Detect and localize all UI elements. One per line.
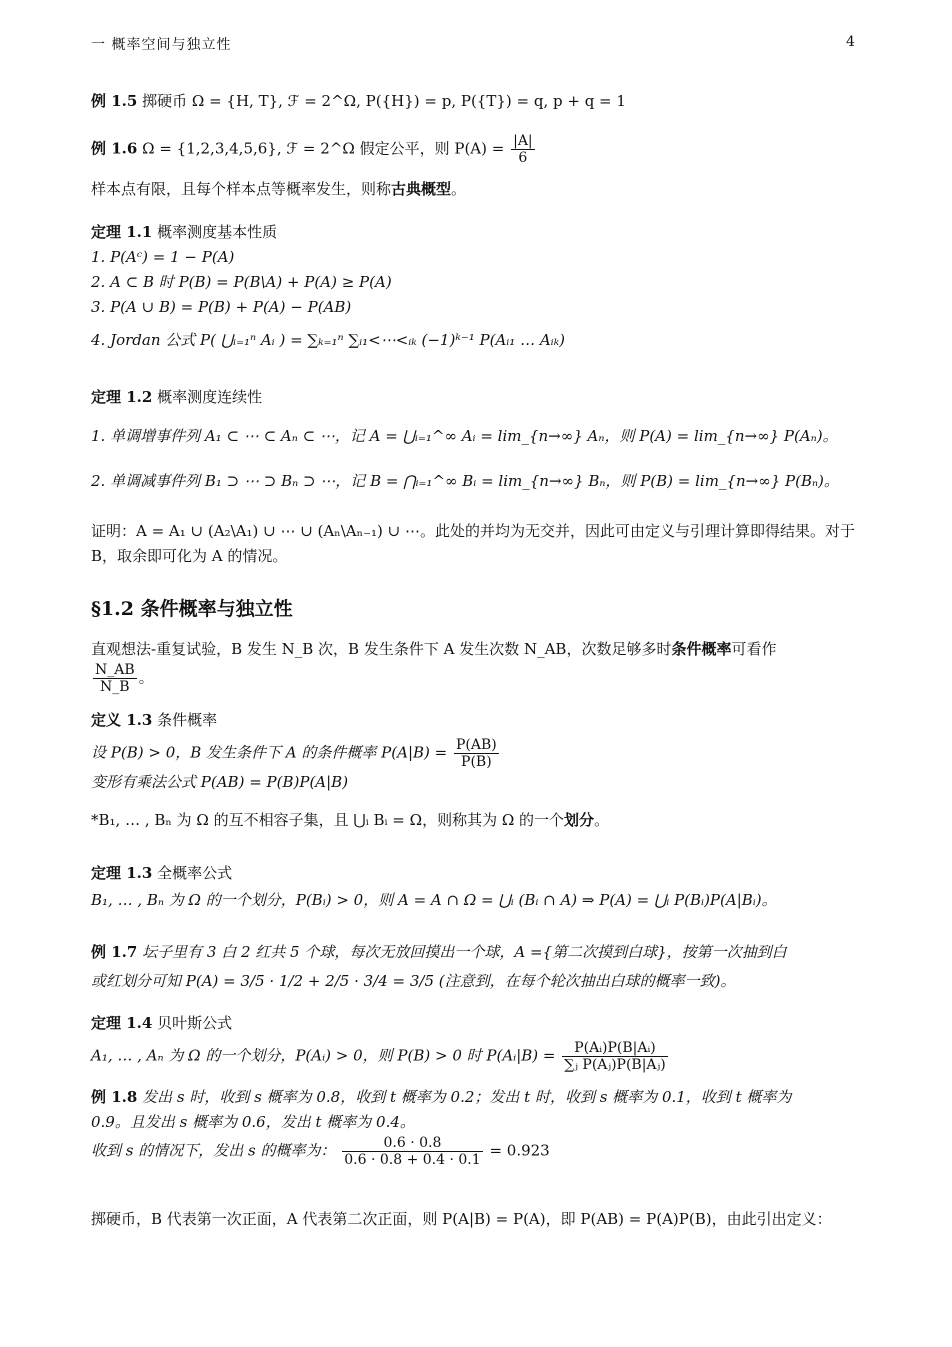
text: 。 bbox=[451, 180, 467, 198]
example-1-7 bbox=[91, 940, 863, 994]
fraction bbox=[342, 1135, 482, 1168]
fraction-denominator: P(B) bbox=[461, 754, 492, 770]
proof-paragraph: 证明：A = A₁ ∪ (A₂\A₁) ∪ ⋯ ∪ (Aₙ\Aₙ₋₁) ∪ ⋯。此处的并均为无交并，因此可由定义与引理计算即得结果。对于 B，取余即可化为 A 的情况。 bbox=[91, 522, 855, 565]
example-text: 或红划分可知 P(A) = 3/5 · 1/2 + 2/5 · 3/4 = 3/5 (注意到，在每个轮次抽出白球的概率一致)。 bbox=[91, 972, 736, 990]
list-item: 2. 单调减事件列 B₁ ⊃ ⋯ ⊃ Bₙ ⊃ ⋯，记 B = ⋂ᵢ₌₁^∞ Bᵢ = lim_{n→∞} Bₙ，则 P(B) = lim_{n→∞} P(Bₙ)。 bbox=[91, 472, 839, 490]
definition-1-3 bbox=[91, 708, 863, 795]
fraction-denominator: 6 bbox=[518, 150, 528, 166]
example-label: 例 1.5 bbox=[91, 92, 138, 110]
example-text: 掷硬币 Ω = {H, T}, ℱ = 2^Ω, P({H}) = p, P({T}) = q, p + q = 1 bbox=[142, 92, 626, 110]
theorem-1-2 bbox=[91, 385, 863, 494]
text: 可看作 bbox=[731, 640, 777, 658]
fraction bbox=[511, 133, 535, 166]
example-1-6 bbox=[91, 133, 863, 166]
fraction-denominator: N_B bbox=[100, 679, 130, 695]
example-1-5 bbox=[91, 89, 863, 114]
bold-term: 划分 bbox=[564, 811, 595, 829]
theorem-1-1 bbox=[91, 220, 863, 353]
text: 。 bbox=[594, 811, 610, 829]
fraction-numerator: P(AB) bbox=[456, 737, 497, 753]
bold-term: 古典概型 bbox=[391, 180, 452, 198]
example-text: 0.9。且发出 s 概率为 0.6，发出 t 概率为 0.4。 bbox=[91, 1113, 415, 1131]
text: 样本点有限，且每个样本点等概率发生，则称 bbox=[91, 180, 392, 198]
fraction-numerator: P(Aᵢ)P(B|Aᵢ) bbox=[562, 1040, 667, 1057]
text: *B₁, … , Bₙ 为 Ω 的互不相容子集，且 ⋃ᵢ Bᵢ = Ω，则称其为 Ω 的一个 bbox=[91, 811, 565, 829]
definition-text: 变形有乘法公式 P(AB) = P(B)P(A|B) bbox=[91, 773, 349, 791]
example-1-8 bbox=[91, 1085, 863, 1168]
theorem-title: 贝叶斯公式 bbox=[157, 1014, 233, 1032]
example-text: Ω = {1,2,3,4,5,6}, ℱ = 2^Ω 假定公平，则 P(A) = bbox=[142, 139, 505, 158]
example-label: 例 1.8 bbox=[91, 1088, 138, 1106]
bold-term: 条件概率 bbox=[671, 640, 732, 658]
definition-text: 设 P(B) > 0，B 发生条件下 A 的条件概率 P(A|B) = bbox=[91, 743, 448, 762]
running-header-title: 一 概率空间与独立性 bbox=[91, 37, 232, 53]
closing-paragraph: 掷硬币，B 代表第一次正面，A 代表第二次正面，则 P(A|B) = P(A)，即 P(AB) = P(A)P(B)，由此引出定义： bbox=[91, 1210, 832, 1228]
page-number: 4 bbox=[846, 34, 855, 50]
list-item: 3. P(A ∪ B) = P(B) + P(A) − P(AB) bbox=[91, 298, 352, 316]
theorem-title: 概率测度基本性质 bbox=[157, 223, 278, 241]
example-label: 例 1.6 bbox=[91, 139, 138, 158]
example-text: 坛子里有 3 白 2 红共 5 个球，每次无放回摸出一个球，A ={第二次摸到白球}，按第一次抽到白 bbox=[142, 943, 787, 961]
list-item: 1. P(Aᶜ) = 1 − P(A) bbox=[91, 248, 235, 266]
definition-label: 定义 1.3 bbox=[91, 711, 153, 729]
fraction-denominator: 0.6 · 0.8 + 0.4 · 0.1 bbox=[344, 1152, 481, 1168]
text: 。 bbox=[138, 668, 154, 687]
theorem-title: 全概率公式 bbox=[157, 864, 233, 882]
theorem-1-3 bbox=[91, 861, 863, 913]
classic-model-paragraph bbox=[91, 177, 863, 202]
fraction-numerator: N_AB bbox=[95, 662, 135, 678]
text: 直观想法-重复试验，B 发生 N_B 次，B 发生条件下 A 发生次数 N_AB，次数足够多时 bbox=[91, 640, 672, 658]
theorem-label: 定理 1.1 bbox=[91, 223, 153, 241]
example-text: 发出 s 时，收到 s 概率为 0.8，收到 t 概率为 0.2；发出 t 时，收到 s 概率为 0.1，收到 t 概率为 bbox=[142, 1088, 792, 1106]
partition-paragraph bbox=[91, 808, 863, 833]
list-item: 2. A ⊂ B 时 P(B) = P(B\A) + P(A) ≥ P(A) bbox=[91, 273, 392, 291]
fraction bbox=[454, 737, 499, 770]
section-heading: §1.2 条件概率与独立性 bbox=[91, 598, 293, 620]
intuition-paragraph bbox=[91, 637, 863, 695]
fraction-numerator: 0.6 · 0.8 bbox=[342, 1135, 482, 1152]
example-label: 例 1.7 bbox=[91, 943, 138, 961]
theorem-text: A₁, … , Aₙ 为 Ω 的一个划分，P(Aᵢ) > 0，则 P(B) > 0 时 P(Aᵢ|B) = bbox=[91, 1046, 556, 1065]
definition-title: 条件概率 bbox=[157, 711, 218, 729]
theorem-label: 定理 1.2 bbox=[91, 388, 153, 406]
theorem-title: 概率测度连续性 bbox=[157, 388, 263, 406]
theorem-text: B₁, … , Bₙ 为 Ω 的一个划分，P(Bᵢ) > 0，则 A = A ∩ Ω = ⋃ᵢ (Bᵢ ∩ A) ⇒ P(A) = ⋃ᵢ P(Bᵢ)P(A|Bᵢ)。 bbox=[91, 891, 777, 909]
theorem-label: 定理 1.3 bbox=[91, 864, 153, 882]
theorem-1-4 bbox=[91, 1011, 863, 1073]
fraction-denominator: ∑ⱼ P(Aⱼ)P(B|Aⱼ) bbox=[564, 1057, 666, 1073]
example-text: 收到 s 的情况下，发出 s 的概率为： bbox=[91, 1141, 336, 1160]
theorem-label: 定理 1.4 bbox=[91, 1014, 153, 1032]
result-value: = 0.923 bbox=[489, 1141, 550, 1160]
fraction bbox=[562, 1040, 667, 1073]
fraction bbox=[93, 662, 137, 695]
fraction-numerator: |A| bbox=[513, 133, 533, 149]
list-item: 4. Jordan 公式 P( ⋃ᵢ₌₁ⁿ Aᵢ ) = ∑ₖ₌₁ⁿ ∑ᵢ₁<⋯<ᵢₖ (−1)ᵏ⁻¹ P(Aᵢ₁ … Aᵢₖ) bbox=[91, 331, 566, 349]
list-item: 1. 单调增事件列 A₁ ⊂ ⋯ ⊂ Aₙ ⊂ ⋯，记 A = ⋃ᵢ₌₁^∞ Aᵢ = lim_{n→∞} Aₙ，则 P(A) = lim_{n→∞} P(Aₙ)。 bbox=[91, 427, 838, 445]
